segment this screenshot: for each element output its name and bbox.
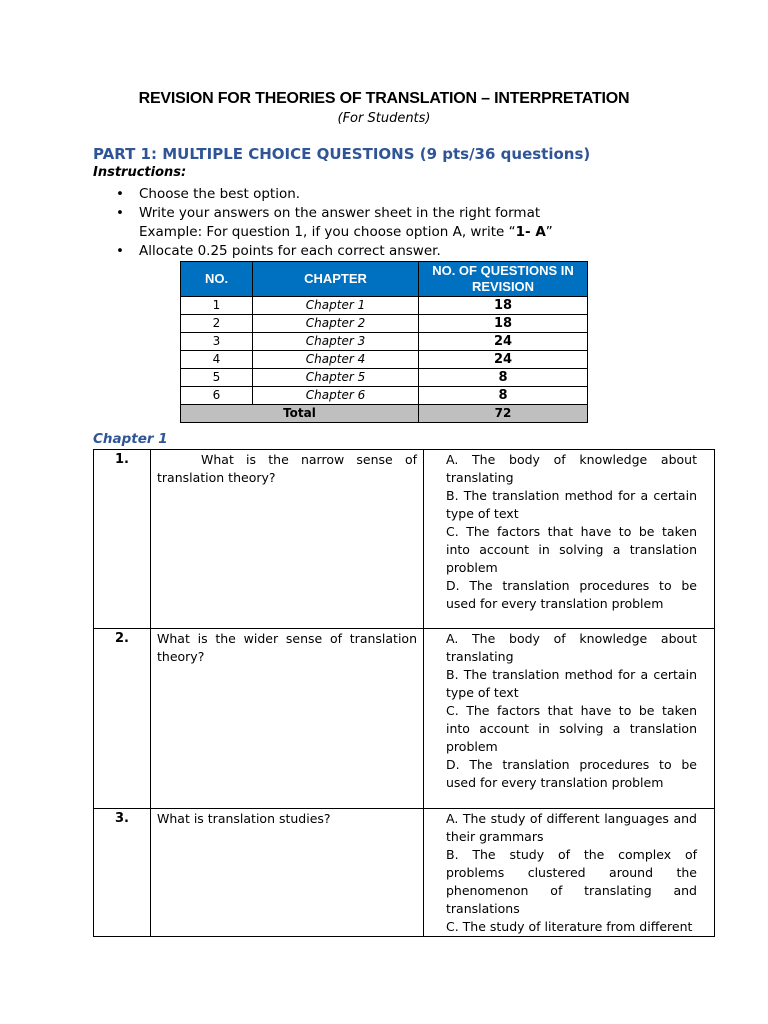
option-d: D. The translation procedures to be used for every translation problem — [446, 757, 697, 790]
option-a: A. The body of knowledge about translating — [446, 631, 697, 664]
summary-row — [181, 333, 588, 351]
instructions-label: Instructions: — [93, 165, 187, 180]
instruction-item — [116, 185, 553, 204]
row-questions: 18 — [419, 297, 588, 315]
instruction-example — [116, 223, 553, 242]
instruction-text: Choose the best option. — [139, 186, 301, 202]
row-chapter: Chapter 2 — [253, 315, 419, 333]
option-a: A. The study of different languages and their grammars — [446, 811, 697, 844]
option-a: A. The body of knowledge about translating — [446, 452, 697, 485]
header-no: NO. — [181, 262, 253, 297]
option-d: D. The translation procedures to be used for every translation problem — [446, 578, 697, 611]
example-answer: 1- A — [515, 224, 546, 240]
row-no: 6 — [181, 387, 253, 405]
row-no: 4 — [181, 351, 253, 369]
option-b: B. The study of the complex of problems clustered around the phenomenon of translating and translations — [446, 847, 697, 916]
question-options — [424, 809, 715, 937]
instructions-list — [116, 185, 553, 261]
row-questions: 8 — [419, 369, 588, 387]
chapter-summary-table — [180, 261, 588, 423]
question-options — [424, 629, 715, 809]
summary-row — [181, 387, 588, 405]
summary-header-row — [181, 262, 588, 297]
option-b: B. The translation method for a certain type of text — [446, 488, 697, 521]
question-row — [94, 629, 715, 809]
row-no: 1 — [181, 297, 253, 315]
option-b: B. The translation method for a certain type of text — [446, 667, 697, 700]
chapter1-heading: Chapter 1 — [93, 431, 168, 447]
instruction-item — [116, 242, 553, 261]
question-text: What is the narrow sense of translation theory? — [151, 450, 424, 629]
summary-row — [181, 297, 588, 315]
total-label: Total — [181, 405, 419, 423]
row-chapter: Chapter 3 — [253, 333, 419, 351]
header-chapter: CHAPTER — [253, 262, 419, 297]
row-questions: 8 — [419, 387, 588, 405]
document-title: REVISION FOR THEORIES OF TRANSLATION – INTERPRETATION — [138, 90, 630, 107]
example-prefix: Example: For question 1, if you choose option A, write “ — [139, 224, 516, 240]
row-questions: 18 — [419, 315, 588, 333]
row-chapter: Chapter 5 — [253, 369, 419, 387]
bullet-icon: • — [116, 243, 124, 259]
option-c: C. The factors that have to be taken into account in solving a translation problem — [446, 703, 697, 754]
row-questions: 24 — [419, 333, 588, 351]
header-questions: NO. OF QUESTIONS IN REVISION — [419, 262, 588, 297]
question-number: 1. — [94, 450, 151, 629]
row-no: 3 — [181, 333, 253, 351]
part1-heading: PART 1: MULTIPLE CHOICE QUESTIONS (9 pts/36 questions) — [93, 145, 591, 163]
question-row — [94, 450, 715, 629]
question-text: What is translation studies? — [151, 809, 424, 937]
instruction-text: Allocate 0.25 points for each correct answer. — [139, 243, 441, 259]
total-value: 72 — [419, 405, 588, 423]
row-no: 2 — [181, 315, 253, 333]
example-suffix: ” — [545, 224, 553, 240]
summary-row — [181, 315, 588, 333]
summary-row — [181, 351, 588, 369]
bullet-icon: • — [116, 205, 124, 221]
row-chapter: Chapter 1 — [253, 297, 419, 315]
row-questions: 24 — [419, 351, 588, 369]
question-number: 2. — [94, 629, 151, 809]
row-chapter: Chapter 6 — [253, 387, 419, 405]
row-chapter: Chapter 4 — [253, 351, 419, 369]
option-c: C. The study of literature from different — [446, 919, 693, 934]
instruction-text: Write your answers on the answer sheet in the right format — [139, 205, 541, 221]
bullet-icon: • — [116, 186, 124, 202]
option-c: C. The factors that have to be taken into account in solving a translation problem — [446, 524, 697, 575]
summary-total-row — [181, 405, 588, 423]
question-options — [424, 450, 715, 629]
question-text: What is the wider sense of translation theory? — [151, 629, 424, 809]
row-no: 5 — [181, 369, 253, 387]
question-number: 3. — [94, 809, 151, 937]
instruction-item — [116, 204, 553, 223]
summary-row — [181, 369, 588, 387]
questions-table — [93, 449, 715, 937]
question-row — [94, 809, 715, 937]
document-subtitle: (For Students) — [337, 111, 431, 126]
